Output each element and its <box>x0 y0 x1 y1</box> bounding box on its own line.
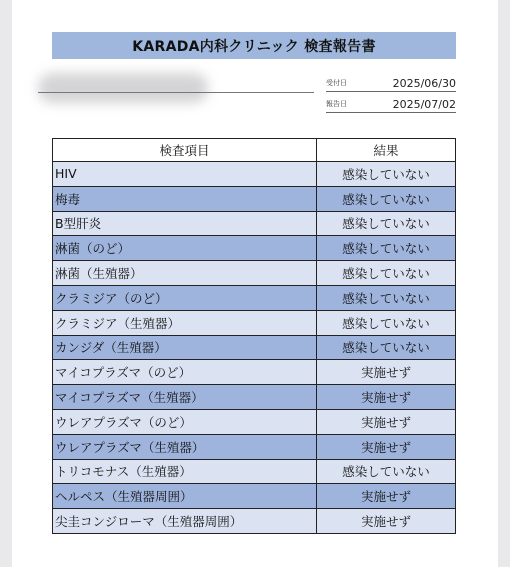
test-item-cell: 梅毒 <box>53 186 317 211</box>
test-item-cell: カンジダ（生殖器） <box>53 335 317 360</box>
table-row <box>53 236 456 261</box>
test-item-cell: 淋菌（生殖器） <box>53 261 317 286</box>
test-result-cell: 感染していない <box>317 261 456 286</box>
table-row <box>53 162 456 187</box>
test-item-cell: HIV <box>53 162 317 187</box>
test-item-cell: クラミジア（生殖器） <box>53 310 317 335</box>
table-row <box>53 459 456 484</box>
header-item: 検査項目 <box>53 139 317 162</box>
table-row <box>53 335 456 360</box>
test-result-cell: 実施せず <box>317 409 456 434</box>
test-result-cell: 実施せず <box>317 484 456 509</box>
received-date-row <box>326 72 456 92</box>
reported-date-value: 2025/07/02 <box>392 98 456 111</box>
test-item-cell: クラミジア（のど） <box>53 285 317 310</box>
test-result-cell: 実施せず <box>317 509 456 534</box>
test-item-cell: B型肝炎 <box>53 211 317 236</box>
table-row <box>53 310 456 335</box>
test-result-cell: 感染していない <box>317 285 456 310</box>
table-row <box>53 385 456 410</box>
reported-date-label: 報告日 <box>326 100 347 108</box>
test-item-cell: ヘルペス（生殖器周囲） <box>53 484 317 509</box>
table-row <box>53 409 456 434</box>
table-header-row <box>53 139 456 162</box>
patient-name-underline <box>38 92 314 93</box>
test-item-cell: ウレアプラズマ（生殖器） <box>53 434 317 459</box>
header-result: 結果 <box>317 139 456 162</box>
test-item-cell: トリコモナス（生殖器） <box>53 459 317 484</box>
test-result-cell: 感染していない <box>317 310 456 335</box>
received-date-label: 受付日 <box>326 79 347 87</box>
table-row <box>53 509 456 534</box>
test-result-cell: 感染していない <box>317 236 456 261</box>
test-result-cell: 感染していない <box>317 186 456 211</box>
test-result-cell: 感染していない <box>317 459 456 484</box>
table-row <box>53 186 456 211</box>
test-result-cell: 感染していない <box>317 211 456 236</box>
test-item-cell: ウレアプラズマ（のど） <box>53 409 317 434</box>
test-result-cell: 実施せず <box>317 385 456 410</box>
table-row <box>53 434 456 459</box>
test-item-cell: 尖圭コンジローマ（生殖器周囲） <box>53 509 317 534</box>
test-result-cell: 感染していない <box>317 335 456 360</box>
report-page <box>12 0 498 567</box>
table-row <box>53 211 456 236</box>
results-table <box>52 138 456 534</box>
table-row <box>53 360 456 385</box>
received-date-value: 2025/06/30 <box>392 77 456 90</box>
test-result-cell: 実施せず <box>317 360 456 385</box>
patient-name-redacted <box>38 73 208 103</box>
results-body <box>53 162 456 534</box>
test-item-cell: 淋菌（のど） <box>53 236 317 261</box>
report-title: KARADA内科クリニック 検査報告書 <box>52 32 456 59</box>
test-result-cell: 感染していない <box>317 162 456 187</box>
reported-date-row <box>326 93 456 113</box>
table-row <box>53 484 456 509</box>
test-item-cell: マイコプラズマ（生殖器） <box>53 385 317 410</box>
table-row <box>53 285 456 310</box>
table-row <box>53 261 456 286</box>
test-result-cell: 実施せず <box>317 434 456 459</box>
test-item-cell: マイコプラズマ（のど） <box>53 360 317 385</box>
